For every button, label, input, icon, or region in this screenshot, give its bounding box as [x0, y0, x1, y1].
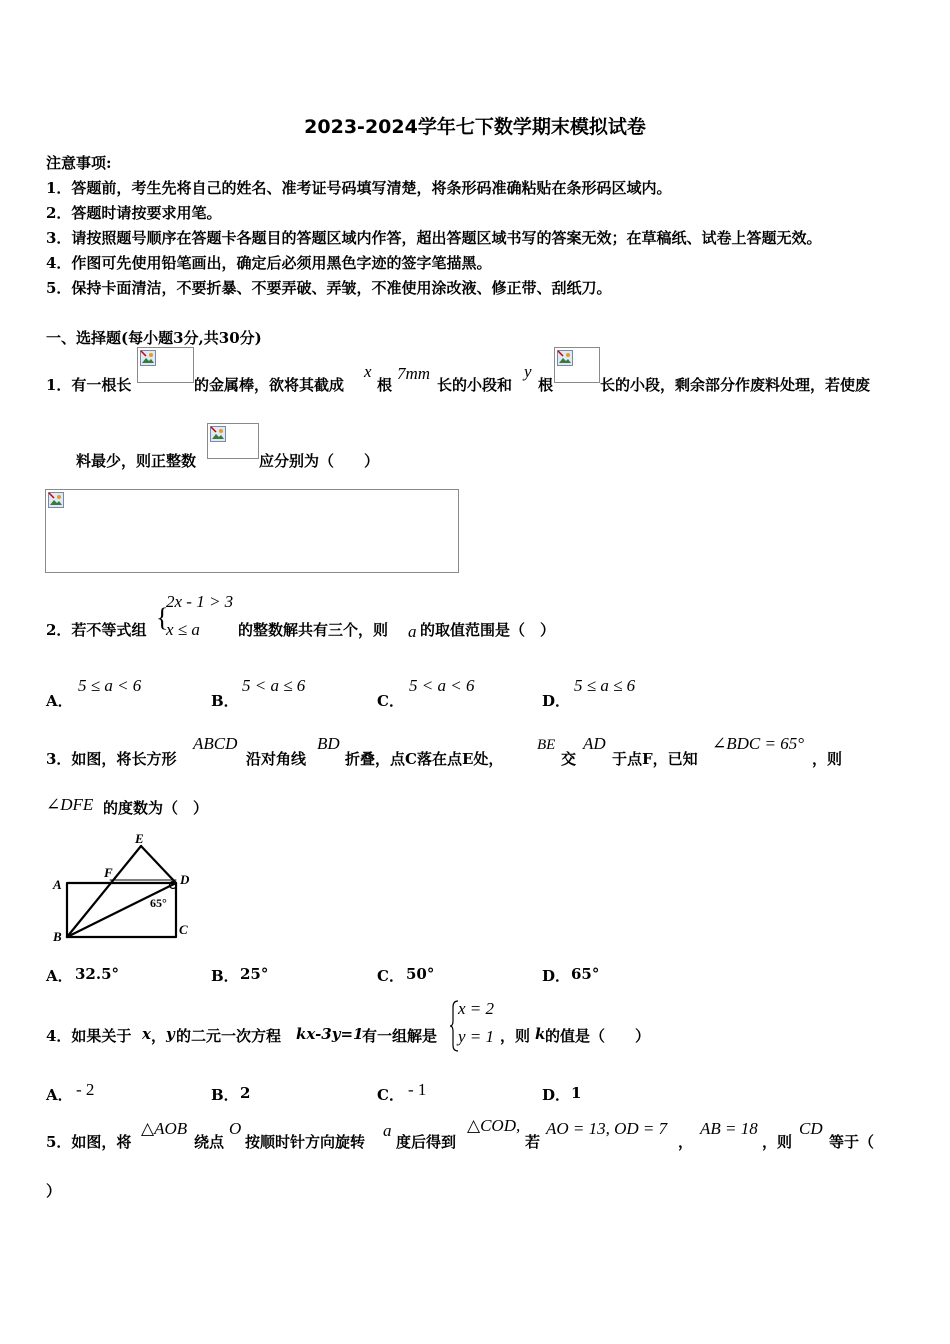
q5-text: 绕点 [194, 1133, 225, 1151]
q5-point-o: O [229, 1119, 242, 1138]
missing-image-icon [554, 347, 600, 383]
fig-label-a: A [53, 877, 62, 892]
q4-var-k: k [535, 1025, 546, 1043]
brace-symbol: { [156, 603, 169, 632]
q3-text: 的度数为（ ） [103, 799, 209, 817]
q3-option-label[interactable]: B． [211, 967, 239, 985]
q4-option-label[interactable]: C． [377, 1086, 404, 1104]
q2-text: 的整数解共有三个，则 [238, 621, 389, 639]
q1-var-y: y [524, 362, 532, 381]
q1-text: 根 [538, 376, 554, 394]
note-item: 1．答题前，考生先将自己的姓名、准考证号码填写清楚，将条形码准确粘贴在条形码区域内。 [46, 179, 672, 197]
line-be [67, 846, 141, 937]
q4-system-line2: y = 1 [458, 1027, 495, 1046]
missing-image-icon [137, 347, 194, 383]
missing-image-icon [207, 423, 259, 459]
q1-var-x: x [364, 362, 372, 381]
q5-triangle-aob: △AOB [141, 1119, 188, 1138]
q1-text: 的金属棒，欲将其截成 [194, 376, 345, 394]
q3-text: 于点F，已知 [612, 750, 698, 768]
line-ed [141, 846, 176, 883]
fig-angle-label: 65° [150, 896, 167, 910]
q3-text: 沿对角线 [246, 750, 307, 768]
q5-text: 若 [525, 1133, 541, 1151]
q2-system-line2: x ≤ a [166, 620, 200, 639]
q1-text: 长的小段，剩余部分作废料处理，若使废 [600, 376, 871, 394]
q3-option-value[interactable]: 50° [406, 965, 435, 983]
q4-equation: kx-3y=1 [296, 1025, 364, 1043]
q2-option-value[interactable]: 5 ≤ a < 6 [78, 676, 142, 695]
q4-option-label[interactable]: A． [46, 1086, 73, 1104]
q2-option-label[interactable]: D． [542, 692, 571, 710]
note-item: 5．保持卡面清洁，不要折暴、不要弄破、弄皱，不准使用涂改液、修正带、刮纸刀。 [46, 279, 612, 297]
q4-option-value[interactable]: 2 [240, 1084, 251, 1102]
q1-length: 7mm [397, 364, 431, 383]
q5-text: ，则 [762, 1133, 793, 1151]
q3-be: BE [537, 737, 556, 753]
q2-option-value[interactable]: 5 ≤ a ≤ 6 [574, 676, 636, 695]
q5-cd: CD [799, 1119, 823, 1138]
q3-text: 交 [561, 750, 577, 768]
q4-var-x: x [142, 1025, 151, 1043]
q4-text: 4．如果关于 [46, 1027, 132, 1045]
fig-label-f: F [104, 865, 113, 880]
q2-text: 的取值范围是（ ） [420, 621, 556, 639]
q3-option-value[interactable]: 65° [571, 965, 600, 983]
q2-option-value[interactable]: 5 < a ≤ 6 [242, 676, 306, 695]
q2-text: 2．若不等式组 [46, 621, 147, 639]
q3-option-label[interactable]: C． [377, 967, 404, 985]
section-heading: 一、选择题(每小题3分,共30分) [46, 329, 262, 347]
q2-system-line1: 2x - 1 > 3 [166, 592, 234, 611]
missing-options-image-icon [45, 489, 459, 573]
fig-label-b: B [53, 929, 62, 944]
q1-text: 1．有一根长 [46, 376, 132, 394]
q1-text: 料最少，则正整数 [76, 452, 197, 470]
q2-option-value[interactable]: 5 < a < 6 [409, 676, 475, 695]
note-item: 2．答题时请按要求用笔。 [46, 204, 222, 222]
note-item: 4．作图可先使用铅笔画出，确定后必须用黑色字迹的签字笔描黑。 [46, 254, 492, 272]
q5-text: 按顺时针方向旋转 [245, 1133, 366, 1151]
q4-text: 的值是（ ） [545, 1027, 651, 1045]
q4-var-y: y [166, 1025, 175, 1043]
q1-text: 应分别为（ ） [259, 452, 380, 470]
q3-option-label[interactable]: A． [46, 967, 73, 985]
q4-option-value[interactable]: 1 [571, 1084, 582, 1102]
q5-text: 度后得到 [396, 1133, 457, 1151]
q3-ad: AD [583, 734, 606, 753]
q4-system-line1: x = 2 [458, 999, 495, 1018]
note-item: 3．请按照题号顺序在答题卡各题目的答题区域内作答，超出答题区域书写的答案无效；在草稿纸、试卷上答题无效。 [46, 229, 822, 247]
q1-text: 根 [377, 376, 393, 394]
q4-text: 有一组解是 [362, 1027, 438, 1045]
q4-option-value[interactable]: - 1 [408, 1080, 427, 1099]
q3-option-value[interactable]: 25° [240, 965, 269, 983]
exam-title: 2023-2024学年七下数学期末模拟试卷 [304, 116, 646, 138]
q3-figure [50, 828, 200, 946]
q3-text: ，则 [812, 750, 843, 768]
q5-triangle-cod: △COD, [467, 1116, 521, 1135]
notes-heading: 注意事项: [46, 154, 112, 172]
q3-option-value[interactable]: 32.5° [75, 965, 120, 983]
q4-text: 的二元一次方程 [176, 1027, 282, 1045]
q2-var-a: a [408, 622, 417, 641]
q3-abcd: ABCD [193, 734, 238, 753]
q3-option-label[interactable]: D． [542, 967, 571, 985]
q3-text: 3．如图，将长方形 [46, 750, 177, 768]
q2-option-label[interactable]: A． [46, 692, 73, 710]
fig-label-c: C [179, 922, 188, 937]
q3-angle-bdc: ∠BDC = 65° [712, 734, 805, 753]
q5-ab: AB = 18 [700, 1119, 758, 1138]
diagonal-bd [67, 883, 176, 937]
q5-var-a: a [383, 1121, 392, 1140]
q3-text: 折叠，点C落在点E处， [345, 750, 504, 768]
q3-bd: BD [317, 734, 340, 753]
q5-text: ， [678, 1133, 694, 1151]
q4-text: ，则 [500, 1027, 531, 1045]
q4-comma: ， [151, 1027, 167, 1045]
fig-label-d: D [180, 872, 190, 887]
q5-text: ） [46, 1182, 62, 1200]
q4-option-label[interactable]: B． [211, 1086, 239, 1104]
q3-angle-dfe: ∠DFE [46, 795, 94, 814]
q5-values: AO = 13, OD = 7 [546, 1119, 668, 1138]
q5-text: 5．如图，将 [46, 1133, 132, 1151]
q5-text: 等于（ [829, 1133, 875, 1151]
fig-label-e: E [135, 831, 144, 846]
q1-text: 长的小段和 [437, 376, 513, 394]
q4-option-label[interactable]: D． [542, 1086, 571, 1104]
q2-option-label[interactable]: C． [377, 692, 404, 710]
q4-option-value[interactable]: - 2 [76, 1080, 95, 1099]
q2-option-label[interactable]: B． [211, 692, 239, 710]
